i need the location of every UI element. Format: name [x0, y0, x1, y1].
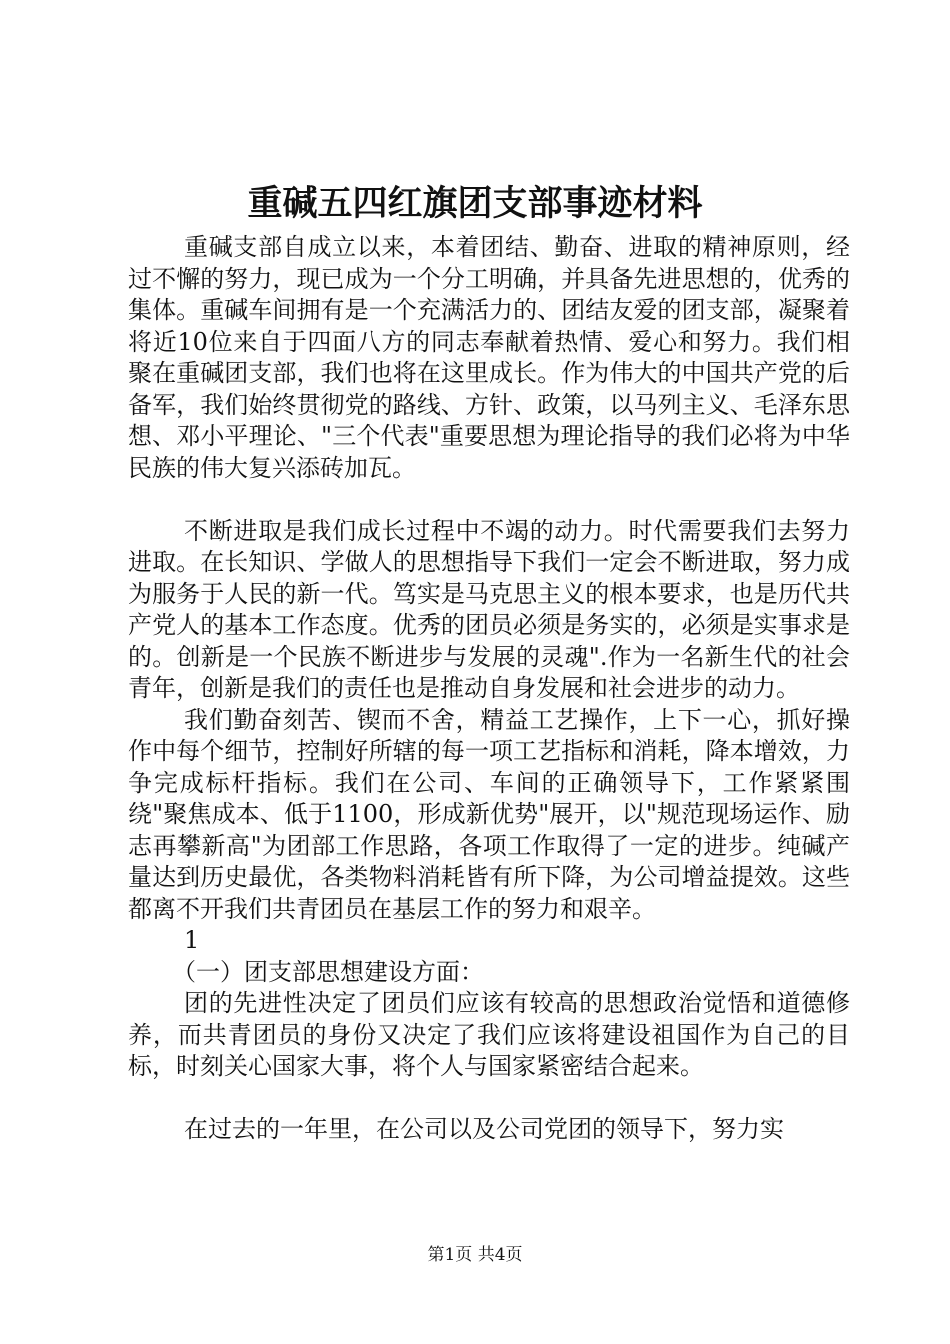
section-number: 1 — [184, 926, 200, 954]
document-title: 重碱五四红旗团支部事迹材料 — [247, 183, 703, 224]
document-body — [128, 232, 850, 1146]
paragraph-intro: 重碱支部自成立以来，本着团结、勤奋、进取的精神原则，经过不懈的努力，现已成为一个分工明确，并具备先进思想的，优秀的集体。重碱车间拥有是一个充满活力的、团结友爱的团支部，凝聚着将近10位来自于四面八方的同志奉献着热情、爱心和努力。我们相聚在重碱团支部，我们也将在这里成长。作为伟大的中国共产党的后备军，我们始终贯彻党的路线、方针、政策，以马列主义、毛泽东思想、邓小平理论、"三个代表"重要思想为理论指导的我们必将为中华民族的伟大复兴添砖加瓦。 — [128, 233, 850, 482]
paragraph-work: 我们勤奋刻苦、锲而不舍，精益工艺操作，上下一心，抓好操作中每个细节，控制好所辖的每一项工艺指标和消耗，降本增效，力争完成标杆指标。我们在公司、车间的正确领导下，工作紧紧围绕"聚焦成本、低于1100，形成新优势"展开，以"规范现场运作、励志再攀新高"为团部工作思路，各项工作取得了一定的进步。纯碱产量达到历史最优，各类物料消耗皆有所下降，为公司增益提效。这些都离不开我们共青团员在基层工作的努力和艰辛。 — [128, 705, 850, 923]
page-footer: 第1页 共4页 — [427, 1245, 523, 1265]
paragraph-past-year: 在过去的一年里，在公司以及公司党团的领导下，努力实 — [184, 1115, 784, 1143]
section-heading: （一）团支部思想建设方面： — [172, 957, 484, 986]
paragraph-progress: 不断进取是我们成长过程中不竭的动力。时代需要我们去努力进取。在长知识、学做人的思想指导下我们一定会不断进取，努力成为服务于人民的新一代。笃实是马克思主义的根本要求，也是历代共产党人的基本工作态度。优秀的团员必须是务实的，必须是实事求是的。创新是一个民族不断进步与发展的灵魂".作为一名新生代的社会青年，创新是我们的责任也是推动自身发展和社会进步的动力。 — [128, 516, 850, 702]
paragraph-ideology: 团的先进性决定了团员们应该有较高的思想政治觉悟和道德修养，而共青团员的身份又决定了我们应该将建设祖国作为自己的目标，时刻关心国家大事，将个人与国家紧密结合起来。 — [128, 989, 850, 1080]
